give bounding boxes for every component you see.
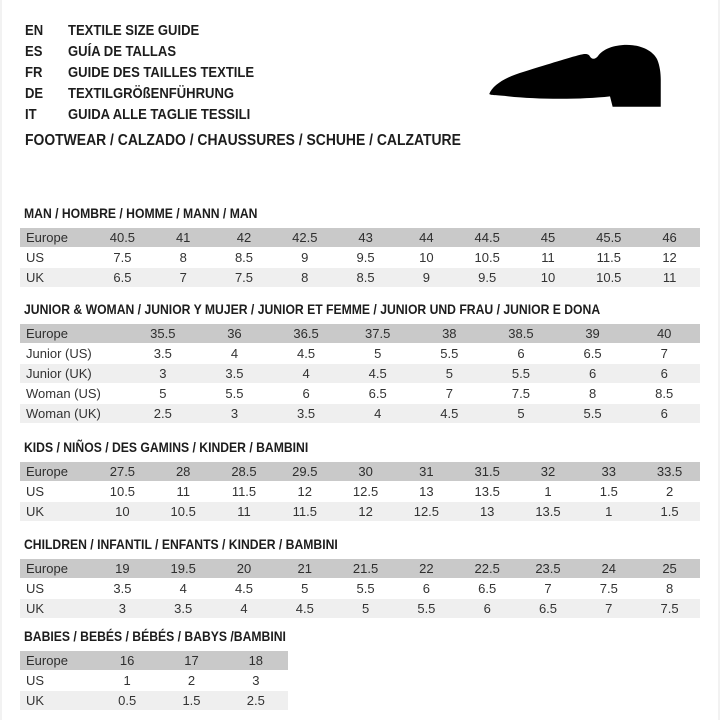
- size-cell: 29.5: [292, 464, 318, 479]
- size-cell: 7: [179, 270, 187, 285]
- size-cell: 9.5: [478, 270, 497, 285]
- language-code: ES: [25, 43, 43, 60]
- size-cell: 6.5: [478, 581, 497, 596]
- size-cell: 42.5: [292, 230, 318, 245]
- section-children: [20, 537, 700, 619]
- size-cell: 28.5: [231, 464, 257, 479]
- language-title-list: [25, 20, 282, 125]
- size-cell: 8.5: [356, 270, 375, 285]
- size-cell: 40: [656, 326, 672, 341]
- section-title-man: MAN / HOMBRE / HOMME / MANN / MAN: [24, 205, 258, 221]
- size-cell: 3.5: [113, 581, 132, 596]
- size-cell: 3.5: [153, 346, 172, 361]
- size-cell: 33: [601, 464, 616, 479]
- size-cell: 2.5: [246, 693, 265, 708]
- size-cell: 3.5: [297, 406, 316, 421]
- language-row-es: [25, 41, 282, 62]
- size-cell: 11.5: [292, 504, 317, 519]
- size-cell: 3: [118, 601, 127, 616]
- section-title-children: CHILDREN / INFANTIL / ENFANTS / KINDER / BAMBINI: [24, 536, 338, 552]
- size-cell: 11: [662, 270, 677, 285]
- table-row: [20, 651, 288, 670]
- size-cell: 12.5: [413, 504, 440, 519]
- size-cell: 6.5: [368, 386, 387, 401]
- size-cell: 7.5: [511, 386, 530, 401]
- size-cell: 38: [442, 326, 457, 341]
- language-title: TEXTILGRÖßENFÜHRUNG: [68, 85, 235, 102]
- size-cell: 12.5: [352, 484, 379, 499]
- size-cell: 4: [179, 581, 187, 596]
- section-babies: [20, 629, 700, 711]
- row-label: Woman (US): [26, 386, 101, 401]
- size-cell: 10.5: [474, 250, 500, 265]
- size-cell: 5: [361, 601, 370, 616]
- size-cell: 2: [665, 484, 674, 499]
- size-cell: 6.5: [583, 346, 602, 361]
- size-cell: 5.5: [583, 406, 602, 421]
- size-cell: 36.5: [293, 326, 319, 341]
- size-cell: 33.5: [656, 464, 683, 479]
- size-cell: 5.5: [417, 601, 436, 616]
- size-cell: 19: [115, 561, 130, 576]
- size-cell: 11: [176, 484, 190, 499]
- size-cell: 20: [236, 561, 252, 576]
- language-row-de: [25, 83, 282, 104]
- size-cell: 10: [419, 250, 434, 265]
- language-title: TEXTILE SIZE GUIDE: [68, 22, 200, 39]
- size-cell: 40.5: [109, 230, 136, 245]
- language-title: GUÍA DE TALLAS: [68, 43, 177, 60]
- size-cell: 10.5: [596, 270, 622, 285]
- row-label: UK: [26, 693, 45, 708]
- size-cell: 8: [301, 270, 309, 285]
- language-code: FR: [25, 64, 43, 81]
- size-cell: 9.5: [356, 250, 375, 265]
- size-cell: 45: [540, 230, 556, 245]
- size-cell: 7: [605, 601, 613, 616]
- table-row: [20, 384, 700, 403]
- size-cell: 5: [517, 406, 525, 421]
- size-cell: 4: [230, 346, 239, 361]
- size-cell: 44.5: [474, 230, 500, 245]
- size-cell: 28: [175, 464, 191, 479]
- size-cell: 45.5: [596, 230, 622, 245]
- size-cell: 11.5: [596, 250, 621, 265]
- table-row: [20, 559, 700, 578]
- size-cell: 1: [544, 484, 552, 499]
- size-cell: 13: [419, 484, 434, 499]
- size-cell: 32: [540, 464, 556, 479]
- size-cell: 22: [419, 561, 434, 576]
- size-cell: 10: [115, 504, 130, 519]
- section-title-junior-woman: JUNIOR & WOMAN / JUNIOR Y MUJER / JUNIOR ET FEMME / JUNIOR UND FRAU / JUNIOR E DONA: [24, 301, 601, 317]
- size-cell: 6: [660, 366, 668, 381]
- size-cell: 5.5: [356, 581, 375, 596]
- size-cell: 42: [236, 230, 252, 245]
- size-cell: 16: [119, 653, 135, 668]
- size-cell: 4.5: [297, 346, 316, 361]
- row-label: UK: [26, 504, 45, 519]
- section-junior-woman: [20, 302, 700, 424]
- row-label: US: [26, 673, 45, 688]
- size-cell: 3.5: [174, 601, 193, 616]
- size-cell: 3: [252, 673, 260, 688]
- table-row: [20, 482, 700, 501]
- size-cell: 5: [159, 386, 167, 401]
- size-cell: 12: [297, 484, 313, 499]
- size-cell: 7.5: [660, 601, 679, 616]
- row-label: UK: [26, 270, 45, 285]
- size-cell: 6: [588, 366, 597, 381]
- size-cell: 5: [374, 346, 382, 361]
- size-cell: 7.5: [599, 581, 618, 596]
- size-cell: 6: [517, 346, 525, 361]
- size-cell: 11: [541, 250, 555, 265]
- size-cell: 5.5: [511, 366, 530, 381]
- size-cell: 1.5: [182, 693, 201, 708]
- size-cell: 8.5: [655, 386, 674, 401]
- language-code: EN: [25, 22, 44, 39]
- size-cell: 4.5: [440, 406, 459, 421]
- size-cell: 3.5: [225, 366, 244, 381]
- size-cell: 2.5: [153, 406, 172, 421]
- table-row: [20, 691, 288, 710]
- size-cell: 12: [662, 250, 677, 265]
- size-cell: 4: [240, 601, 248, 616]
- table-row: [20, 404, 700, 423]
- size-cell: 39: [585, 326, 600, 341]
- size-cell: 9: [422, 270, 430, 285]
- row-label: Woman (UK): [26, 406, 101, 421]
- row-label: Europe: [26, 326, 68, 341]
- size-cell: 13.5: [474, 484, 500, 499]
- size-cell: 4.5: [295, 601, 314, 616]
- row-label: Europe: [26, 230, 68, 245]
- size-cell: 8: [179, 250, 187, 265]
- size-cell: 41: [175, 230, 191, 245]
- size-cell: 1: [605, 504, 613, 519]
- size-table-babies: [20, 651, 288, 710]
- size-cell: 24: [601, 561, 616, 576]
- language-row-it: [25, 104, 282, 125]
- section-kids: [20, 440, 700, 522]
- row-label: US: [26, 581, 45, 596]
- size-cell: 7: [660, 346, 668, 361]
- table-row: [20, 364, 700, 383]
- language-title: GUIDE DES TAILLES TEXTILE: [68, 64, 255, 81]
- size-cell: 4: [302, 366, 310, 381]
- size-cell: 7.5: [234, 270, 254, 285]
- table-row: [20, 462, 700, 481]
- size-cell: 10.5: [170, 504, 196, 519]
- table-row: [20, 324, 700, 343]
- size-cell: 10.5: [109, 484, 136, 499]
- row-label: US: [26, 250, 45, 265]
- size-cell: 2: [187, 673, 196, 688]
- size-cell: 19.5: [170, 561, 196, 576]
- size-cell: 6: [660, 406, 668, 421]
- size-cell: 1: [123, 673, 131, 688]
- size-cell: 10: [540, 270, 556, 285]
- row-label: Europe: [26, 561, 68, 576]
- size-cell: 3: [159, 366, 167, 381]
- size-cell: 5.5: [440, 346, 459, 361]
- size-cell: 17: [184, 653, 199, 668]
- row-label: Europe: [26, 464, 68, 479]
- size-cell: 30: [358, 464, 373, 479]
- section-title-babies: BABIES / BEBÉS / BÉBÉS / BABYS /BAMBINI: [24, 628, 286, 644]
- size-cell: 31.5: [474, 464, 500, 479]
- size-cell: 44: [419, 230, 434, 245]
- size-cell: 6.5: [113, 270, 132, 285]
- size-cell: 7: [544, 581, 552, 596]
- size-cell: 13: [479, 504, 495, 519]
- size-cell: 5: [301, 581, 309, 596]
- size-cell: 37.5: [365, 326, 391, 341]
- size-cell: 8.5: [234, 250, 254, 265]
- size-cell: 8: [588, 386, 597, 401]
- size-cell: 21.5: [352, 561, 379, 576]
- size-cell: 5.5: [225, 386, 244, 401]
- row-label: UK: [26, 601, 45, 616]
- row-label: Junior (US): [26, 346, 92, 361]
- table-row: [20, 502, 700, 521]
- size-cell: 13.5: [535, 504, 561, 519]
- shoe-silhouette-icon: [484, 38, 694, 118]
- language-row-fr: [25, 62, 282, 83]
- size-cell: 5: [445, 366, 453, 381]
- section-title-kids: KIDS / NIÑOS / DES GAMINS / KINDER / BAMBINI: [24, 439, 309, 455]
- table-row: [20, 671, 288, 690]
- section-man: [20, 206, 700, 288]
- size-cell: 1.5: [599, 484, 618, 499]
- size-cell: 12: [358, 504, 373, 519]
- size-cell: 7: [445, 386, 453, 401]
- language-code: DE: [25, 85, 44, 102]
- table-row: [20, 599, 700, 618]
- size-cell: 3: [230, 406, 239, 421]
- size-cell: 25: [662, 561, 677, 576]
- size-cell: 1.5: [660, 504, 679, 519]
- size-cell: 18: [248, 653, 264, 668]
- size-cell: 4.5: [234, 581, 254, 596]
- size-cell: 4.5: [368, 366, 387, 381]
- table-row: [20, 228, 700, 247]
- category-heading: FOOTWEAR / CALZADO / CHAUSSURES / SCHUHE / CALZATURE: [25, 132, 461, 149]
- size-cell: 6: [422, 581, 430, 596]
- row-label: Europe: [26, 653, 68, 668]
- size-cell: 6: [483, 601, 491, 616]
- size-cell: 36: [227, 326, 242, 341]
- table-row: [20, 248, 700, 267]
- size-cell: 11: [237, 504, 251, 519]
- size-cell: 0.5: [118, 693, 137, 708]
- size-cell: 6: [302, 386, 310, 401]
- language-code: IT: [25, 106, 37, 123]
- size-cell: 4: [374, 406, 382, 421]
- size-table-junior-woman: [20, 324, 700, 423]
- size-cell: 27.5: [109, 464, 136, 479]
- table-row: [20, 344, 700, 363]
- size-cell: 31: [419, 464, 434, 479]
- table-row: [20, 268, 700, 287]
- size-cell: 11.5: [231, 484, 257, 499]
- row-label: Junior (UK): [26, 366, 92, 381]
- size-cell: 9: [301, 250, 309, 265]
- language-title: GUIDA ALLE TAGLIE TESSILI: [68, 106, 251, 123]
- size-table-kids: [20, 462, 700, 521]
- size-cell: 38.5: [508, 326, 534, 341]
- size-table-man: [20, 228, 700, 287]
- row-label: US: [26, 484, 45, 499]
- size-cell: 6.5: [538, 601, 558, 616]
- language-row-en: [25, 20, 282, 41]
- size-cell: 35.5: [150, 326, 176, 341]
- size-cell: 22.5: [474, 561, 500, 576]
- size-cell: 21: [297, 561, 313, 576]
- size-cell: 7.5: [113, 250, 132, 265]
- size-cell: 46: [662, 230, 677, 245]
- table-row: [20, 579, 700, 598]
- size-cell: 43: [358, 230, 373, 245]
- size-cell: 23.5: [535, 561, 561, 576]
- size-table-children: [20, 559, 700, 618]
- size-cell: 8: [665, 581, 674, 596]
